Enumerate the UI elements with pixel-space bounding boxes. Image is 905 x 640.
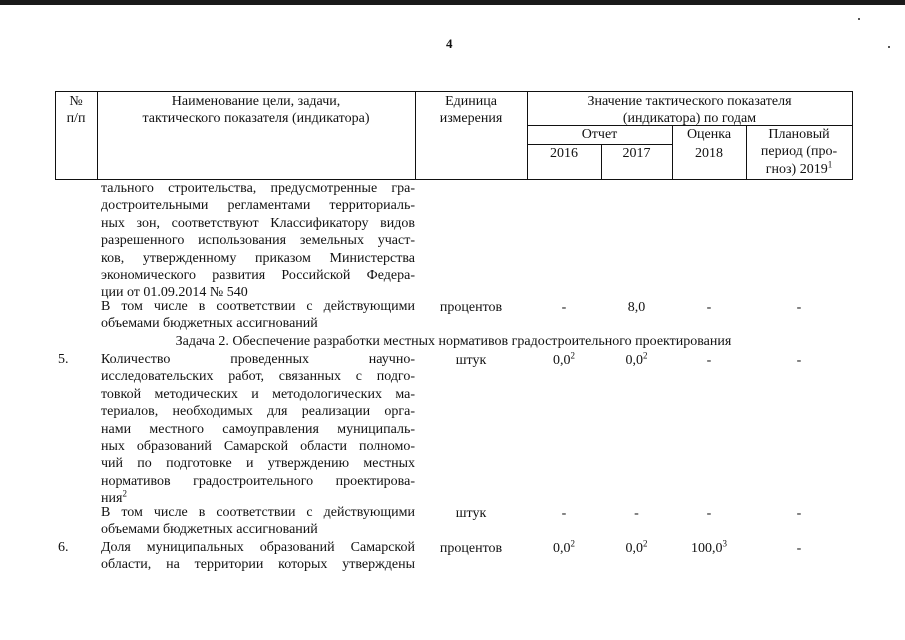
item-6-value-2018: 100,0$^3$ — [691, 538, 727, 556]
continuation-text: тального строительства, предусмотренные гра- достроительными регламентами территориаль- ных зон, соответствуют Классификатору видов разрешенного использования земельных участ- ков, утвержденному приказом Министерства экономического развития Российской Федера- ции от 01.09.2014 № 540 — [101, 181, 415, 301]
row-budget-share-text: В том числе в соответствии с действующими объемами бюджетных ассигнований — [101, 299, 415, 332]
item-6-unit: процентов — [439, 541, 503, 556]
row-value-2019: - — [796, 300, 802, 315]
item-5-sub-value-2016: - — [561, 506, 567, 521]
row-value-2017: 8,0 — [627, 300, 646, 315]
header-report: Отчет — [581, 127, 618, 142]
row-value-2016: - — [561, 300, 567, 315]
item-6-value-2019: - — [796, 541, 802, 556]
item-5-sub-value-2017: - — [634, 506, 639, 521]
item-6-text: Доля муниципальных образований Самарской области, на территории которых утверждены — [101, 540, 415, 573]
item-5-text: Количество проведенных научно- исследовательских работ, связанных с подго- товкой методических и методологических ма- териалов, необходимых для реализации орга- нами местного самоуправления муниципаль- ных образований Самарской области полномо- чий по подготовке и утверждению местных нормативов градостроительного проектирова- ния$^2$ — [101, 352, 415, 507]
item-6-number: 6. — [58, 540, 69, 555]
item-5-sub-unit: штук — [455, 506, 487, 521]
scan-speck — [888, 46, 890, 48]
item-5-sub-value-2019: - — [796, 506, 802, 521]
item-5-sub-text: В том числе в соответствии с действующими объемами бюджетных ассигнований — [101, 505, 415, 538]
item-5-number: 5. — [58, 352, 69, 367]
header-estimate: Оценка — [686, 127, 732, 142]
item-6-value-2017: $0,0^2$ — [625, 538, 648, 556]
header-year-2016: 2016 — [550, 146, 578, 161]
header-unit-col: Единица измерения — [439, 94, 503, 127]
header-value-col: Значение тактического показателя (индикатора) по годам — [587, 94, 792, 127]
item-5-value-2019: - — [796, 353, 802, 368]
item-6-value-2016: $0,0^2$ — [553, 538, 575, 556]
header-year-2018: 2018 — [695, 146, 723, 161]
item-5-unit: штук — [455, 353, 487, 368]
item-5-value-2017: $0,0^2$ — [625, 350, 648, 368]
row-value-2018: - — [706, 300, 712, 315]
item-5-value-2018: - — [706, 353, 712, 368]
row-unit: процентов — [439, 300, 503, 315]
header-planned: Плановый период (про- гноз) 2019$^1$ — [760, 127, 838, 177]
header-year-2017: 2017 — [622, 146, 651, 161]
page-number: 4 — [446, 36, 453, 51]
scan-top-border — [0, 0, 905, 5]
header-name-col: Наименование цели, задачи, тактического показателя (индикатора) — [142, 94, 370, 127]
header-num-col: № п/п — [66, 94, 86, 127]
scan-speck — [858, 18, 860, 20]
task-2-heading: Задача 2. Обеспечение разработки местных нормативов градостроительного проектирования — [175, 334, 732, 349]
item-5-sub-value-2018: - — [706, 506, 712, 521]
item-5-value-2016: $0,0^2$ — [553, 350, 575, 368]
